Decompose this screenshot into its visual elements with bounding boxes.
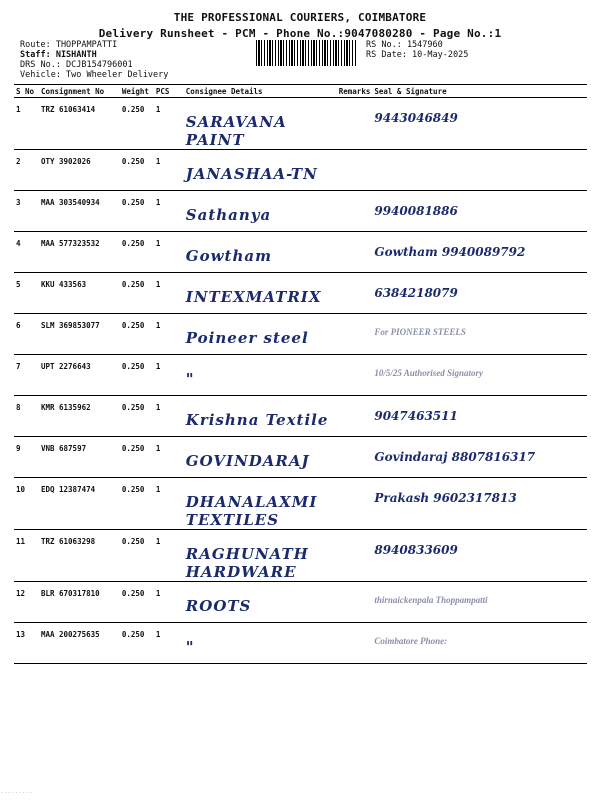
row-weight: 0.250	[120, 437, 154, 478]
col-remarks: Remarks	[338, 86, 371, 96]
handwritten-consignee: Sathanya	[185, 206, 272, 224]
row-sno: 9	[14, 437, 39, 478]
row-remarks	[337, 530, 373, 582]
row-weight: 0.250	[120, 623, 154, 664]
row-pcs: 1	[154, 478, 184, 530]
row-consignee	[184, 314, 337, 355]
row-pcs: 1	[154, 314, 184, 355]
row-consignment-no: UPT 2276643	[39, 355, 120, 396]
row-signature	[372, 150, 587, 191]
row-consignment-no: EDQ 12387474	[39, 478, 120, 530]
row-sno: 13	[14, 623, 39, 664]
row-consignment-no: VNB 687597	[39, 437, 120, 478]
staff: Staff: NISHANTH	[20, 50, 97, 60]
table-row	[14, 623, 587, 664]
row-signature	[372, 98, 587, 150]
handwritten-signature: 9443046849	[374, 111, 458, 125]
handwritten-signature: Prakash 9602317813	[374, 491, 517, 505]
row-consignee	[184, 191, 337, 232]
row-pcs: 1	[154, 582, 184, 623]
row-signature	[372, 478, 587, 530]
row-sno: 3	[14, 191, 39, 232]
row-signature	[372, 191, 587, 232]
row-consignee	[184, 623, 337, 664]
route-meta	[20, 40, 168, 80]
row-sno: 11	[14, 530, 39, 582]
row-sno: 8	[14, 396, 39, 437]
table-row	[14, 273, 587, 314]
handwritten-consignee: DHANALAXMI TEXTILES	[185, 493, 318, 529]
row-remarks	[337, 150, 373, 191]
row-pcs: 1	[154, 396, 184, 437]
handwritten-consignee: Poineer steel	[185, 329, 309, 347]
row-remarks	[337, 396, 373, 437]
row-sno: 5	[14, 273, 39, 314]
handwritten-consignee: Krishna Textile	[185, 411, 329, 429]
table-row	[14, 530, 587, 582]
handwritten-consignee: ROOTS	[185, 597, 252, 615]
handwritten-signature: Coimbatore Phone:	[374, 636, 448, 646]
row-remarks	[337, 273, 373, 314]
row-pcs: 1	[154, 232, 184, 273]
row-weight: 0.250	[120, 530, 154, 582]
row-sno: 7	[14, 355, 39, 396]
row-consignment-no: SLM 369853077	[39, 314, 120, 355]
row-weight: 0.250	[120, 314, 154, 355]
table-row	[14, 150, 587, 191]
row-remarks	[337, 314, 373, 355]
row-pcs: 1	[154, 530, 184, 582]
handwritten-consignee: "	[185, 638, 195, 656]
row-consignee	[184, 478, 337, 530]
runsheet-table	[14, 84, 587, 664]
row-pcs: 1	[154, 150, 184, 191]
row-signature	[372, 355, 587, 396]
row-pcs: 1	[154, 355, 184, 396]
table-header	[14, 85, 587, 98]
row-sno: 1	[14, 98, 39, 150]
page-footer-mark: .........	[0, 788, 33, 795]
row-sno: 12	[14, 582, 39, 623]
table-row	[14, 478, 587, 530]
row-weight: 0.250	[120, 232, 154, 273]
row-remarks	[337, 478, 373, 530]
table-row	[14, 396, 587, 437]
handwritten-consignee: GOVINDARAJ	[185, 452, 310, 470]
row-weight: 0.250	[120, 355, 154, 396]
row-sno: 4	[14, 232, 39, 273]
row-consignee	[184, 98, 337, 150]
row-signature	[372, 582, 587, 623]
vehicle: Vehicle: Two Wheeler Delivery	[20, 70, 169, 80]
row-pcs: 1	[154, 437, 184, 478]
table-row	[14, 314, 587, 355]
handwritten-consignee: Gowtham	[185, 247, 272, 265]
row-consignee	[184, 232, 337, 273]
handwritten-signature: 6384218079	[374, 286, 458, 300]
row-consignment-no: TRZ 61063298	[39, 530, 120, 582]
row-pcs: 1	[154, 623, 184, 664]
runsheet-subtitle: Delivery Runsheet - PCM - Phone No.:9047080280 - Page No.:1	[98, 27, 502, 40]
handwritten-signature: 9047463511	[374, 409, 458, 423]
row-sno: 10	[14, 478, 39, 530]
handwritten-signature: 8940833609	[374, 543, 458, 557]
col-sno: S No	[14, 85, 39, 98]
row-weight: 0.250	[120, 273, 154, 314]
row-consignee	[184, 437, 337, 478]
table-row	[14, 355, 587, 396]
row-weight: 0.250	[120, 191, 154, 232]
table-row	[14, 98, 587, 150]
handwritten-signature: thirnaickenpala Thoppampatti	[374, 595, 488, 605]
row-signature	[372, 232, 587, 273]
row-pcs: 1	[154, 191, 184, 232]
row-sno: 2	[14, 150, 39, 191]
handwritten-signature: 10/5/25 Authorised Signatory	[374, 368, 484, 378]
table-row	[14, 191, 587, 232]
route: Route: THOPPAMPATTI	[20, 40, 118, 50]
row-consignment-no: BLR 670317810	[39, 582, 120, 623]
company-title: THE PROFESSIONAL COURIERS, COIMBATORE	[173, 11, 427, 24]
row-signature	[372, 437, 587, 478]
row-pcs: 1	[154, 98, 184, 150]
row-consignment-no: MAA 303540934	[39, 191, 120, 232]
handwritten-consignee: "	[185, 370, 195, 388]
row-signature	[372, 273, 587, 314]
row-consignment-no: OTY 3902026	[39, 150, 120, 191]
rs-meta	[366, 40, 468, 60]
row-consignee	[184, 273, 337, 314]
row-signature	[372, 623, 587, 664]
row-consignee	[184, 355, 337, 396]
rs-date: RS Date: 10-May-2025	[366, 50, 469, 60]
row-remarks	[337, 623, 373, 664]
row-consignee	[184, 150, 337, 191]
col-weight: Weight	[120, 85, 154, 98]
row-remarks	[337, 355, 373, 396]
row-consignee	[184, 396, 337, 437]
handwritten-signature: 9940081886	[374, 204, 458, 218]
row-signature	[372, 314, 587, 355]
row-consignment-no: KMR 6135962	[39, 396, 120, 437]
handwritten-signature: Gowtham 9940089792	[374, 245, 526, 259]
table-row	[14, 582, 587, 623]
row-weight: 0.250	[120, 98, 154, 150]
row-weight: 0.250	[120, 396, 154, 437]
row-pcs: 1	[154, 273, 184, 314]
drs-no: DRS No.: DCJB154796001	[20, 60, 133, 70]
row-signature	[372, 396, 587, 437]
row-weight: 0.250	[120, 478, 154, 530]
handwritten-consignee: INTEXMATRIX	[185, 288, 322, 306]
col-signature: Seal & Signature	[372, 85, 587, 98]
barcode	[256, 40, 356, 66]
row-signature	[372, 530, 587, 582]
row-consignment-no: KKU 433563	[39, 273, 120, 314]
row-consignment-no: TRZ 61063414	[39, 98, 120, 150]
col-consignment: Consignment No	[39, 85, 120, 98]
col-pcs: PCS	[154, 85, 184, 98]
handwritten-signature: Govindaraj 8807816317	[374, 450, 536, 464]
row-remarks	[337, 98, 373, 150]
row-weight: 0.250	[120, 582, 154, 623]
row-remarks	[337, 232, 373, 273]
table-row	[14, 437, 587, 478]
row-remarks	[337, 191, 373, 232]
row-remarks	[337, 582, 373, 623]
row-consignment-no: MAA 200275635	[39, 623, 120, 664]
row-sno: 6	[14, 314, 39, 355]
row-consignment-no: MAA 577323532	[39, 232, 120, 273]
row-consignee	[184, 582, 337, 623]
col-consignee: Consignee Details	[184, 85, 337, 98]
row-remarks	[337, 437, 373, 478]
table-row	[14, 232, 587, 273]
handwritten-consignee: JANASHAA-TN	[185, 165, 318, 183]
handwritten-consignee: SARAVANA PAINT	[185, 113, 287, 149]
handwritten-consignee: RAGHUNATH HARDWARE	[185, 545, 309, 581]
handwritten-signature: For PIONEER STEELS	[374, 327, 466, 337]
row-consignee	[184, 530, 337, 582]
row-weight: 0.250	[120, 150, 154, 191]
rs-no: RS No.: 1547960	[366, 40, 443, 50]
